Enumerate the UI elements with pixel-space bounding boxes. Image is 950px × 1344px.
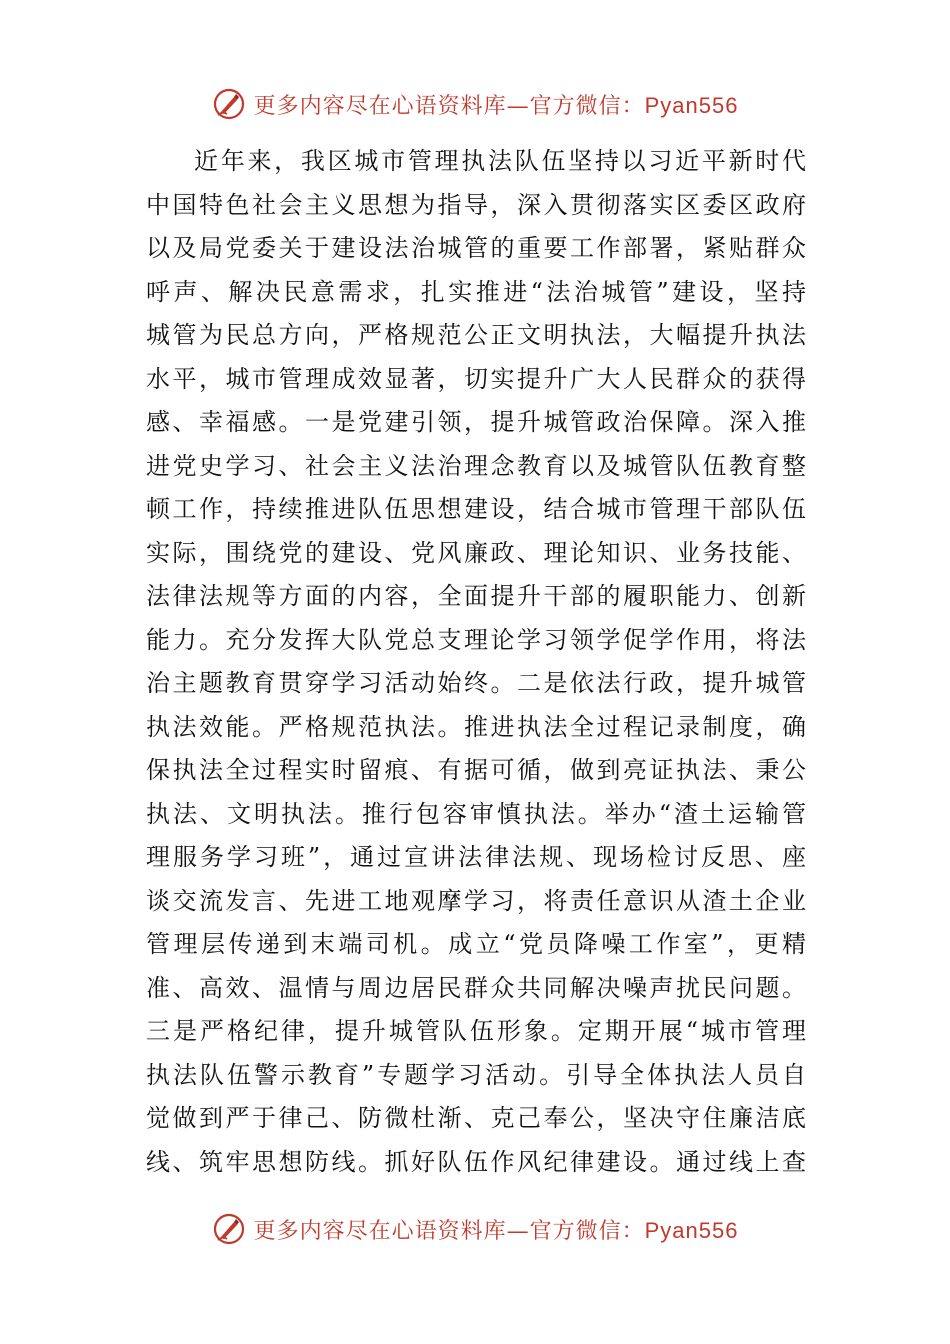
paragraph-line: 准、高效、温情与周边居民群众共同解决噪声扰民问题。 — [146, 973, 806, 1002]
paragraph-line: 执法队伍警示教育”专题学习活动。引导全体执法人员自 — [146, 1060, 806, 1089]
document-body — [146, 140, 806, 1184]
paragraph-line: 三是严格纪律，提升城管队伍形象。定期开展“城市管理 — [146, 1017, 806, 1045]
paragraph-line: 城管为民总方向，严格规范公正文明执法，大幅提升执法 — [146, 321, 806, 349]
paragraph-line: 治主题教育贯穿学习活动始终。二是依法行政，提升城管 — [146, 669, 806, 697]
paragraph-line: 中国特色社会主义思想为指导，深入贯彻落实区委区政府 — [146, 190, 806, 219]
paragraph-line: 法律法规等方面的内容，全面提升干部的履职能力、创新 — [146, 582, 806, 610]
paragraph-line: 保执法全过程实时留痕、有据可循，做到亮证执法、秉公 — [146, 756, 806, 784]
paragraph-line: 觉做到严于律己、防微杜渐、克己奉公，坚决守住廉洁底 — [146, 1104, 806, 1132]
paragraph-line: 水平，城市管理成效显著，切实提升广大人民群众的获得 — [146, 364, 806, 393]
watermark-text: 更多内容尽在心语资料库—官方微信：Pyan556 — [253, 1217, 739, 1244]
paragraph-line: 能力。充分发挥大队党总支理论学习领学促学作用，将法 — [146, 625, 806, 654]
footer-watermark-banner — [0, 1211, 950, 1247]
paragraph-line: 呼声、解决民意需求，扎实推进“法治城管”建设，坚持 — [146, 277, 806, 306]
header-watermark-banner — [0, 86, 950, 122]
paragraph-line: 理服务学习班”，通过宣讲法律法规、现场检讨反思、座 — [146, 843, 806, 871]
paragraph-line: 执法、文明执法。推行包容审慎执法。举办“渣土运输管 — [146, 799, 806, 828]
paragraph-line: 以及局党委关于建设法治城管的重要工作部署，紧贴群众 — [146, 234, 806, 262]
paragraph-line: 线、筑牢思想防线。抓好队伍作风纪律建设。通过线上查 — [146, 1147, 806, 1176]
paragraph-line: 执法效能。严格规范执法。推进执法全过程记录制度，确 — [146, 712, 806, 741]
watermark-text: 更多内容尽在心语资料库—官方微信：Pyan556 — [253, 92, 739, 119]
paragraph-line: 谈交流发言、先进工地观摩学习，将责任意识从渣土企业 — [146, 886, 806, 915]
paragraph-line: 顿工作，持续推进队伍思想建设，结合城市管理干部队伍 — [146, 495, 806, 523]
wechat-handle: Pyan556 — [644, 92, 739, 118]
paragraph-line: 管理层传递到末端司机。成立“党员降噪工作室”，更精 — [146, 930, 806, 958]
pen-logo-icon — [212, 1212, 246, 1246]
paragraph-line: 进党史学习、社会主义法治理念教育以及城管队伍教育整 — [146, 451, 806, 480]
pen-logo-icon — [212, 87, 246, 121]
paragraph-line: 实际，围绕党的建设、党风廉政、理论知识、业务技能、 — [146, 538, 806, 567]
paragraph-line: 感、幸福感。一是党建引领，提升城管政治保障。深入推 — [146, 408, 806, 436]
wechat-handle: Pyan556 — [644, 1217, 739, 1243]
paragraph-line: 近年来，我区城市管理执法队伍坚持以习近平新时代 — [194, 147, 806, 175]
